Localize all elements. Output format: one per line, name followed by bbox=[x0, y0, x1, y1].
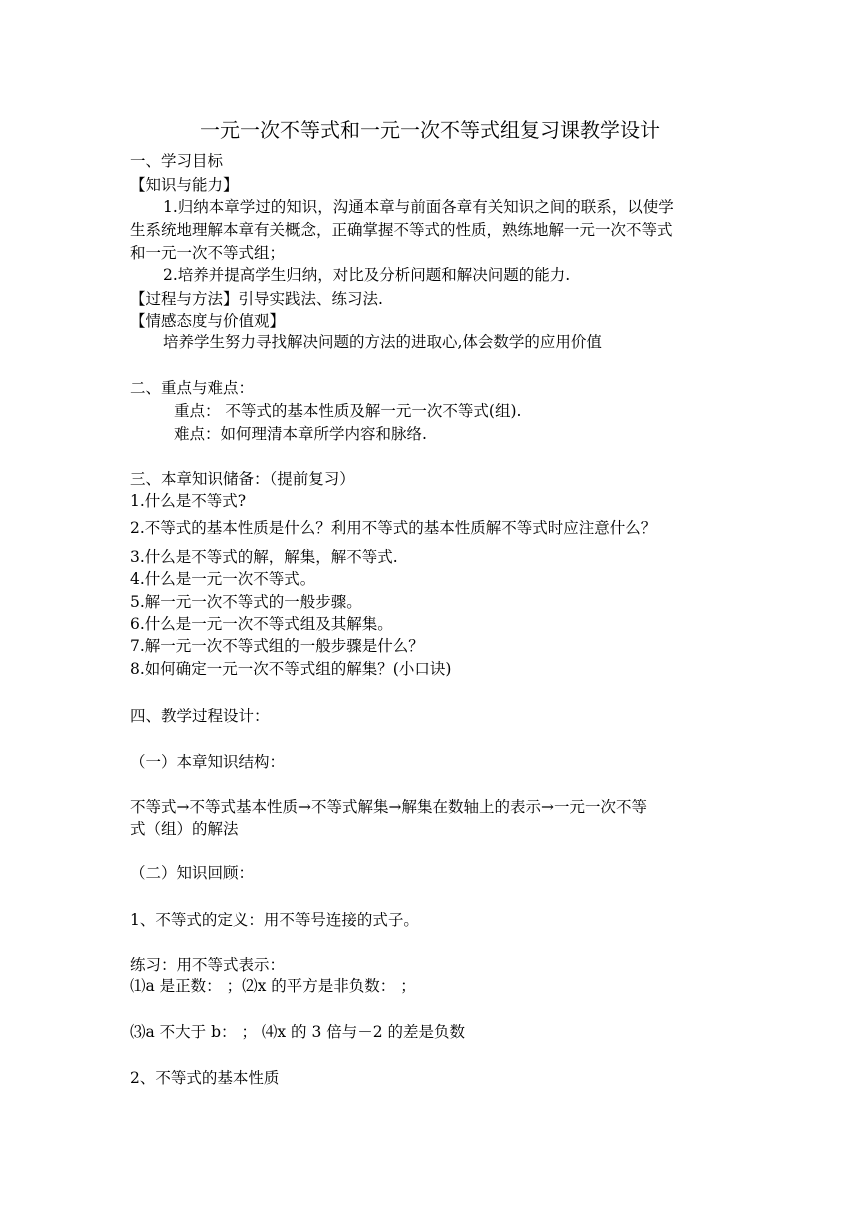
paragraph-line: 和一元一次不等式组； bbox=[130, 244, 286, 262]
paragraph-line: 生系统地理解本章有关概念，正确掌握不等式的性质，熟练地解一元一次不等式 bbox=[130, 221, 673, 239]
paragraph-line: 1.归纳本章学过的知识，沟通本章与前面各章有关知识之间的联系，以使学 bbox=[163, 198, 674, 216]
list-item: 4.什么是一元一次不等式。 bbox=[130, 570, 316, 588]
exercise-line: ⑴a 是正数： ；⑵x 的平方是非负数： ； bbox=[130, 977, 416, 995]
exercise-line: ⑶a 不大于 b： ； ⑷x 的 3 倍与－2 的差是负数 bbox=[130, 1023, 466, 1041]
difficult-point-line: 难点：如何理清本章所学内容和脉络. bbox=[174, 425, 427, 443]
subheading-knowledge-ability: 【知识与能力】 bbox=[130, 176, 239, 194]
document-title: 一元一次不等式和一元一次不等式组复习课教学设计 bbox=[200, 118, 660, 142]
section-heading-knowledge-prep: 三、本章知识储备：（提前复习） bbox=[130, 470, 355, 488]
subsection-heading-structure: （一）本章知识结构： bbox=[130, 753, 286, 771]
paragraph-line: 培养学生努力寻找解决问题的方法的进取心,体会数学的应用价值 bbox=[163, 333, 602, 351]
paragraph-line: 2、不等式的基本性质 bbox=[130, 1069, 280, 1087]
paragraph-line: 2.培养并提高学生归纳，对比及分析问题和解决问题的能力. bbox=[163, 266, 571, 284]
list-item: 7.解一元一次不等式组的一般步骤是什么？ bbox=[130, 637, 424, 655]
subheading-process-method: 【过程与方法】引导实践法、练习法. bbox=[130, 290, 383, 308]
list-item: 8.如何确定一元一次不等式组的解集？(小口诀) bbox=[130, 660, 452, 678]
list-item: 6.什么是一元一次不等式组及其解集。 bbox=[130, 615, 393, 633]
key-point-line: 重点： 不等式的基本性质及解一元一次不等式(组). bbox=[174, 402, 522, 420]
subheading-attitude-values: 【情感态度与价值观】 bbox=[130, 312, 286, 330]
list-item: 2.不等式的基本性质是什么？利用不等式的基本性质解不等式时应注意什么？ bbox=[130, 519, 657, 537]
exercise-heading: 练习：用不等式表示： bbox=[130, 956, 286, 974]
section-heading-teaching-process: 四、教学过程设计： bbox=[130, 707, 270, 725]
section-heading-objectives: 一、学习目标 bbox=[130, 152, 224, 170]
paragraph-line: 1、不等式的定义：用不等号连接的式子。 bbox=[130, 911, 419, 929]
paragraph-line: 不等式→不等式基本性质→不等式解集→解集在数轴上的表示→一元一次不等 bbox=[130, 798, 647, 816]
list-item: 3.什么是不等式的解，解集，解不等式. bbox=[130, 548, 398, 566]
list-item: 1.什么是不等式? bbox=[130, 492, 247, 510]
section-heading-key-points: 二、重点与难点： bbox=[130, 379, 255, 397]
paragraph-line: 式（组）的解法 bbox=[130, 820, 239, 838]
list-item: 5.解一元一次不等式的一般步骤。 bbox=[130, 593, 362, 611]
subsection-heading-review: （二）知识回顾： bbox=[130, 864, 255, 882]
